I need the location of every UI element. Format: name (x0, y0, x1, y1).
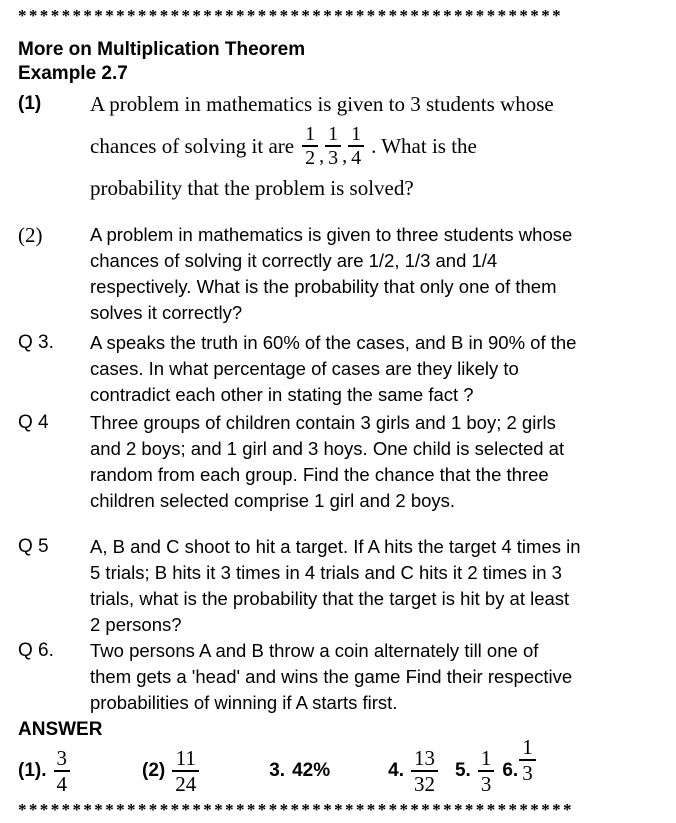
fraction-denominator: 32 (411, 770, 438, 796)
fraction-numerator: 1 (328, 123, 339, 145)
question-2-label: (2) (18, 223, 43, 247)
question-1-line-2 (90, 120, 662, 172)
question-6-body (90, 638, 662, 716)
question-2-line: solves it correctly? (90, 302, 243, 323)
answer-5-fraction (478, 746, 495, 796)
question-3-line: cases. In what percentage of cases are they likely to (90, 358, 519, 379)
fraction-numerator: 13 (413, 746, 435, 770)
question-1-line-2-pre: chances of solving it are (90, 134, 295, 158)
question-4-line: children selected comprise 1 girl and 2 boys. (90, 490, 456, 511)
fraction-numerator: 11 (175, 746, 196, 770)
fraction-numerator: 1 (351, 123, 362, 145)
answer-2-label: (2) (142, 760, 166, 781)
question-3-line: A speaks the truth in 60% of the cases, and B in 90% of the (90, 332, 577, 353)
divider-bottom: *************************************************** (18, 800, 574, 819)
fraction-numerator: 1 (305, 123, 316, 145)
question-5-line: 2 persons? (90, 614, 182, 635)
fraction-denominator: 2 (302, 145, 318, 169)
question-4-label: Q 4 (18, 412, 49, 433)
answer-4 (388, 746, 438, 796)
comma-separator: , (342, 145, 348, 167)
question-6-line: probabilities of winning if A starts first. (90, 692, 398, 713)
fraction-one-fourth (348, 123, 364, 169)
question-5-line: 5 trials; B hits it 3 times in 4 trials and C hits it 2 times in 3 (90, 562, 562, 583)
question-2-line: A problem in mathematics is given to three students whose (90, 224, 573, 245)
answer-1-fraction (54, 746, 71, 796)
question-1-line-3: probability that the problem is solved? (90, 176, 414, 200)
question-4-line: Three groups of children contain 3 girls and 1 boy; 2 girls (90, 412, 556, 433)
fraction-denominator: 4 (348, 145, 364, 169)
answer-1-label: (1). (18, 760, 47, 781)
question-5 (18, 534, 662, 638)
question-6-line: Two persons A and B throw a coin alternately till one of (90, 640, 539, 661)
question-5-label: Q 5 (18, 536, 49, 557)
question-1 (18, 88, 662, 204)
answer-4-fraction (411, 746, 438, 796)
question-5-body (90, 534, 662, 638)
fraction-denominator: 3 (478, 770, 495, 796)
question-5-line: A, B and C shoot to hit a target. If A hits the target 4 times in (90, 536, 581, 557)
question-1-line-1: A problem in mathematics is given to 3 students whose (90, 92, 554, 116)
fraction-denominator: 3 (325, 145, 341, 169)
question-1-line-2-post: . What is the (371, 134, 477, 158)
question-5-line: trials, what is the probability that the target is hit by at least (90, 588, 570, 609)
answer-heading: ANSWER (18, 719, 103, 740)
question-6 (18, 638, 662, 716)
answer-1 (18, 746, 70, 796)
question-3 (18, 330, 662, 408)
question-1-label: (1) (18, 93, 42, 114)
comma-separator: , (319, 145, 325, 167)
fraction-numerator: 3 (56, 746, 67, 770)
answer-2 (142, 746, 199, 796)
fraction-numerator: 1 (480, 746, 492, 770)
question-6-line: them gets a 'head' and wins the game Find their respective (90, 666, 573, 687)
fraction-denominator: 24 (172, 770, 199, 796)
fraction-denominator: 3 (519, 759, 536, 785)
question-3-label: Q 3. (18, 332, 54, 353)
question-6-label: Q 6. (18, 640, 54, 661)
question-2-body (90, 222, 662, 326)
answer-4-label: 4. (388, 760, 404, 781)
doc-title: More on Multiplication Theorem (18, 39, 306, 60)
answer-3-value: 42% (292, 760, 331, 781)
answer-5 (455, 746, 494, 796)
question-2-line: respectively. What is the probability that only one of them (90, 276, 557, 297)
divider-top: ************************************************** (18, 6, 563, 25)
answer-6-label: 6. (502, 760, 519, 781)
example-heading: Example 2.7 (18, 63, 128, 84)
question-2-line: chances of solving it correctly are 1/2, 1/3 and 1/4 (90, 250, 498, 271)
fraction-one-half (302, 123, 318, 169)
fraction-numerator: 1 (522, 735, 533, 759)
question-2 (18, 222, 662, 326)
fraction-one-third (325, 123, 341, 169)
answer-2-fraction (172, 746, 199, 796)
question-4 (18, 410, 662, 514)
question-4-body (90, 410, 662, 514)
question-1-body (90, 88, 662, 204)
question-4-line: and 2 boys; and 1 girl and 3 hoys. One child is selected at (90, 438, 565, 459)
answer-6 (502, 735, 535, 796)
fraction-denominator: 4 (54, 770, 71, 796)
question-4-line: random from each group. Find the chance that the three (90, 464, 549, 485)
answer-3-label: 3. (269, 760, 286, 781)
answer-3 (269, 760, 330, 782)
question-3-body (90, 330, 662, 408)
question-3-line: contradict each other in stating the same fact ? (90, 384, 474, 405)
answer-6-fraction (519, 735, 536, 785)
answers-row (18, 735, 662, 800)
answer-5-label: 5. (454, 760, 471, 781)
